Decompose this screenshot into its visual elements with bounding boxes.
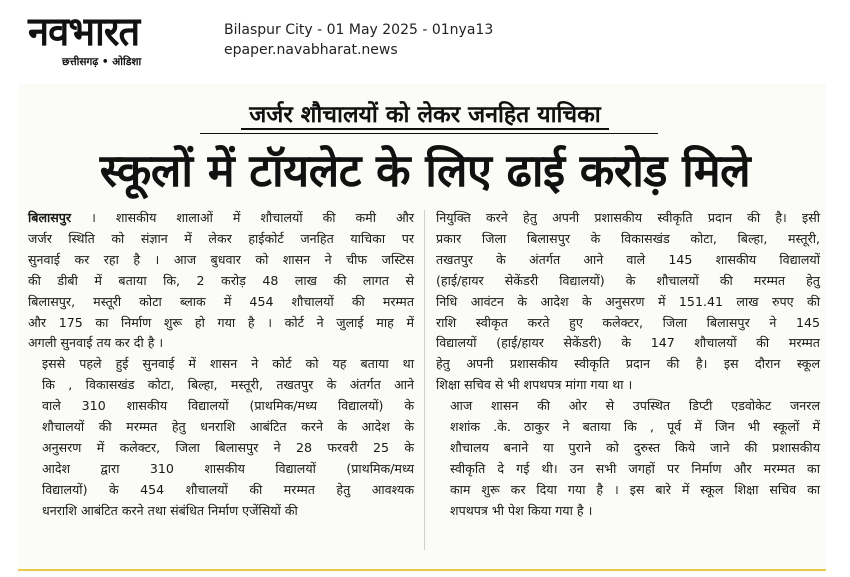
text-line: स्वीकृति दे गई थी। उन सभी जगहों पर निर्माण और मरम्मत का (450, 460, 820, 476)
clipping-bottom-border (18, 569, 826, 571)
text-line: शिक्षा सचिव से भी शपथपत्र मांगा गया था । (436, 377, 633, 393)
text-line: निधि आवंटन के आदेश के अनुसरण में 151.41 लाख रुपए की (436, 293, 820, 309)
edition-info: Bilaspur City - 01 May 2025 - 01nya13 (224, 22, 494, 38)
text-line: तखतपुर के अंतर्गत आने वाले 145 शासकीय विद्यालयों (436, 251, 820, 267)
text-line: जर्जर स्थिति को संज्ञान में लेकर हाईकोर्ट जनहित याचिका पर (28, 230, 414, 246)
article-headline: स्कूलों में टॉयलेट के लिए ढाई करोड़ मिले (99, 144, 751, 197)
text-line: की डीबी में बताया कि, 2 करोड़ 48 लाख की लागत से (28, 272, 414, 288)
site-url: epaper.navabharat.news (224, 42, 398, 58)
text-line: सुनवाई कर रहा है । आज बुधवार को शासन ने चीफ जस्टिस (28, 251, 414, 267)
paragraph-2 (28, 354, 414, 521)
text-line: काम शुरू कर दिया गया है । इस बारे में स्कूल शिक्षा सचिव का (450, 481, 820, 497)
text-line: (हाई/हायर सेकेंडरी विद्यालयों) के शौचालयों की मरम्मत हेतु (436, 272, 820, 288)
text-line: अनुसरण में कलेक्टर, जिला बिलासपुर ने 28 फरवरी 25 के (42, 439, 414, 455)
paragraph-3 (436, 208, 820, 396)
text-line: धनराशि आबंटित करने तथा संबंधित निर्माण एजेंसियों की (42, 502, 298, 518)
text-line: आदेश द्वारा 310 शासकीय विद्यालयों (प्राथमिक/मध्य (42, 460, 414, 476)
text-line (28, 208, 414, 229)
article-column-left (28, 208, 414, 522)
paragraph-4 (436, 396, 820, 521)
text-line: हेतु अपनी प्रशासकीय स्वीकृति प्रदान की है। इस दौरान स्कूल (436, 356, 820, 372)
text-line: शौचालयों की मरम्मत हेतु धनराशि आबंटित करने के आदेश के (42, 419, 414, 435)
text-line: विद्यालयों) के 454 शौचालयों की मरम्मत हेतु आवश्यक (42, 481, 414, 497)
text-line: कि , विकासखंड कोटा, बिल्हा, मस्तूरी, तखतपुर के अंतर्गत आने (42, 377, 414, 393)
column-divider (424, 210, 425, 550)
text-line: आज शासन की ओर से उपस्थित डिप्टी एडवोकेट जनरल (450, 398, 820, 414)
text-line: इससे पहले हुई सुनवाई में शासन ने कोर्ट को यह बताया था (42, 356, 414, 372)
text-line: वाले 310 शासकीय विद्यालयों (प्राथमिक/मध्य विद्यालयों) के (42, 398, 414, 414)
dateline: बिलासपुर (28, 210, 72, 225)
kicker-rule (200, 133, 658, 134)
text-line: शपथपत्र भी पेश किया गया है । (450, 502, 593, 518)
text-line: राशि स्वीकृत करते हुए कलेक्टर, जिला बिलासपुर ने 145 (436, 314, 820, 330)
text-line: बिलासपुर, मस्तूरी कोटा ब्लाक में 454 शौचालयों की मरम्मत (28, 293, 414, 309)
masthead (0, 0, 850, 80)
logo-subtitle: छत्तीसगढ़ • ओडिशा (62, 56, 142, 68)
newspaper-logo: नवभारत (28, 9, 140, 55)
text-line: शशांक .के. ठाकुर ने बताया कि , पूर्व में जिन भी स्कूलों में (450, 419, 820, 435)
text-line: शौचालय बनाने या पुराने को दुरुस्त किये जाने की प्रशासकीय (450, 439, 820, 455)
text-line: नियुक्ति करने हेतु अपनी प्रशासकीय स्वीकृति प्रदान की है। इसी (436, 210, 820, 225)
text-line: और 175 का निर्माण शुरू हो गया है । कोर्ट ने जुलाई माह में (28, 314, 414, 330)
kicker-text: जर्जर शौचालयों को लेकर जनहित याचिका (241, 102, 609, 130)
article-column-right (436, 208, 820, 522)
text-line: अगली सुनवाई तय कर दी है । (28, 335, 164, 351)
text-line: प्रकार जिला बिलासपुर के विकासखंड कोटा, बिल्हा, मस्तूरी, (436, 230, 820, 246)
paragraph-1 (28, 208, 414, 354)
text-line: विद्यालयों (हाई/हायर सेकेंडरी) के 147 शौचालयों की मरम्मत (436, 335, 820, 351)
text-line-content: । शासकीय शालाओं में शौचालयों की कमी और (71, 210, 414, 225)
article-kicker (0, 100, 850, 130)
